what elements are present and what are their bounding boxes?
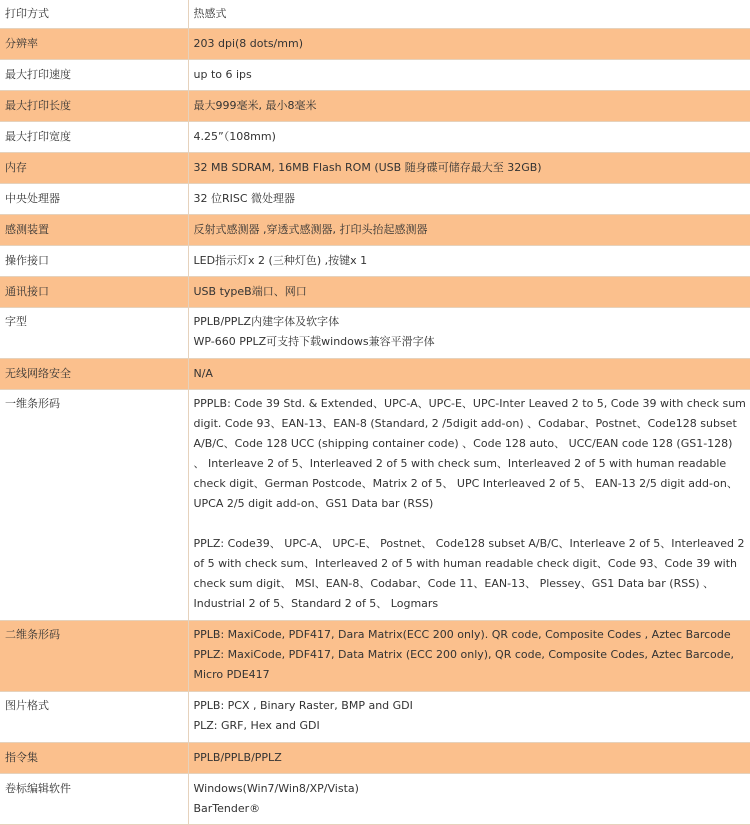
spec-label: 字型 xyxy=(0,308,188,359)
spec-value xyxy=(188,359,750,390)
spec-row xyxy=(0,774,750,825)
spec-label: 二维条形码 xyxy=(0,621,188,692)
spec-row xyxy=(0,621,750,692)
spec-label: 打印方式 xyxy=(0,0,188,29)
spec-label: 图片格式 xyxy=(0,692,188,743)
spec-value-line: USB typeB端口、网口 xyxy=(193,285,307,298)
spec-value-line: PLZ: GRF, Hex and GDI xyxy=(193,719,320,732)
spec-value xyxy=(188,692,750,743)
spec-label: 最大打印宽度 xyxy=(0,122,188,153)
paragraph-gap xyxy=(194,514,747,534)
spec-value xyxy=(188,29,750,60)
spec-value-line: 32 MB SDRAM, 16MB Flash ROM (USB 随身碟可储存最大至 32GB) xyxy=(193,161,542,174)
spec-label: 操作接口 xyxy=(0,246,188,277)
spec-value xyxy=(188,184,750,215)
spec-label: 卷标编辑软件 xyxy=(0,774,188,825)
spec-row xyxy=(0,122,750,153)
spec-row xyxy=(0,29,750,60)
spec-value xyxy=(188,774,750,825)
spec-value-line: LED指示灯x 2 (三种灯色) ,按键x 1 xyxy=(193,254,368,267)
spec-row xyxy=(0,277,750,308)
spec-value-line: PPLB: PCX , Binary Raster, BMP and GDI xyxy=(193,699,413,712)
spec-row xyxy=(0,390,750,621)
spec-value-line: 最大999毫米, 最小8毫米 xyxy=(193,99,317,112)
spec-row xyxy=(0,215,750,246)
spec-value xyxy=(188,215,750,246)
spec-row xyxy=(0,60,750,91)
spec-value xyxy=(188,277,750,308)
spec-row xyxy=(0,308,750,359)
spec-value xyxy=(188,743,750,774)
spec-value-line: 反射式感测器 ,穿透式感测器, 打印头抬起感测器 xyxy=(193,223,428,236)
spec-value-line: 热感式 xyxy=(193,7,227,20)
spec-value-paragraph: PPLZ: MaxiCode, PDF417, Data Matrix (ECC 200 only), QR code, Composite Codes, Aztec Barcode, Micro PDE417 xyxy=(193,648,734,681)
spec-value xyxy=(188,91,750,122)
spec-value-line: N/A xyxy=(193,367,213,380)
spec-label: 中央处理器 xyxy=(0,184,188,215)
spec-value-paragraph: PPLZ: Code39、 UPC-A、 UPC-E、 Postnet、 Code128 subset A/B/C、Interleave 2 of 5、Interleaved 2 of 5 with check sum、Interleaved 2 of 5 with human readable check digit、Code 93、Code 39 with check sum digit、 MSI、EAN-8、Codabar、Code 11、EAN-13、 Plessey、GS1 Data bar (RSS) 、 Industrial 2 of 5、Standard 2 of 5、 Logmars xyxy=(193,537,745,610)
spec-value-line: Windows(Win7/Win8/XP/Vista) xyxy=(193,782,359,795)
spec-row xyxy=(0,184,750,215)
spec-value-line: 32 位RISC 微处理器 xyxy=(193,192,296,205)
spec-value xyxy=(188,308,750,359)
spec-label: 内存 xyxy=(0,153,188,184)
spec-row xyxy=(0,692,750,743)
spec-label: 最大打印长度 xyxy=(0,91,188,122)
spec-value-line: PPLB/PPLZ内建字体及软字体 xyxy=(193,315,340,328)
spec-value-line: WP-660 PPLZ可支持下载windows兼容平滑字体 xyxy=(193,335,435,348)
spec-value xyxy=(188,621,750,692)
spec-value-line: up to 6 ips xyxy=(193,68,252,81)
spec-label: 一维条形码 xyxy=(0,390,188,621)
spec-row xyxy=(0,743,750,774)
spec-row xyxy=(0,153,750,184)
spec-value-paragraph: PPPLB: Code 39 Std. & Extended、UPC-A、UPC-E、UPC-Inter Leaved 2 to 5, Code 39 with check sum digit. Code 93、EAN-13、EAN-8 (Standard, 2 /5digit add-on) 、Codabar、Postnet、Code128 subset A/B/C、Code 128 UCC (shipping container code) 、Code 128 auto、 UCC/EAN code 128 (GS1-128) 、 Interleave 2 of 5、Interleaved 2 of 5 with check sum、Interleaved 2 of 5 with human readable check digit、German Postcode、Matrix 2 of 5、 UPC Interleaved 2 of 5、 EAN-13 2/5 digit add-on、 UPCA 2/5 digit add-on、GS1 Data bar (RSS) xyxy=(193,397,746,510)
spec-value-paragraph: PPLB: MaxiCode, PDF417, Dara Matrix(ECC 200 only). QR code, Composite Codes , Aztec Barcode xyxy=(193,628,731,641)
spec-value-line: 203 dpi(8 dots/mm) xyxy=(193,37,303,50)
spec-value xyxy=(188,153,750,184)
spec-value xyxy=(188,246,750,277)
spec-label: 最大打印速度 xyxy=(0,60,188,91)
spec-value-line: BarTender® xyxy=(193,802,261,815)
spec-value xyxy=(188,60,750,91)
spec-value-line: 4.25”（108mm) xyxy=(193,130,276,143)
spec-label: 感测装置 xyxy=(0,215,188,246)
spec-value-line: PPLB/PPLB/PPLZ xyxy=(193,751,282,764)
spec-value xyxy=(188,390,750,621)
spec-row xyxy=(0,246,750,277)
spec-label: 通讯接口 xyxy=(0,277,188,308)
spec-value xyxy=(188,0,750,29)
spec-row xyxy=(0,0,750,29)
spec-label: 分辨率 xyxy=(0,29,188,60)
spec-label: 指令集 xyxy=(0,743,188,774)
spec-label: 无线网络安全 xyxy=(0,359,188,390)
spec-value xyxy=(188,122,750,153)
spec-row xyxy=(0,359,750,390)
spec-row xyxy=(0,91,750,122)
